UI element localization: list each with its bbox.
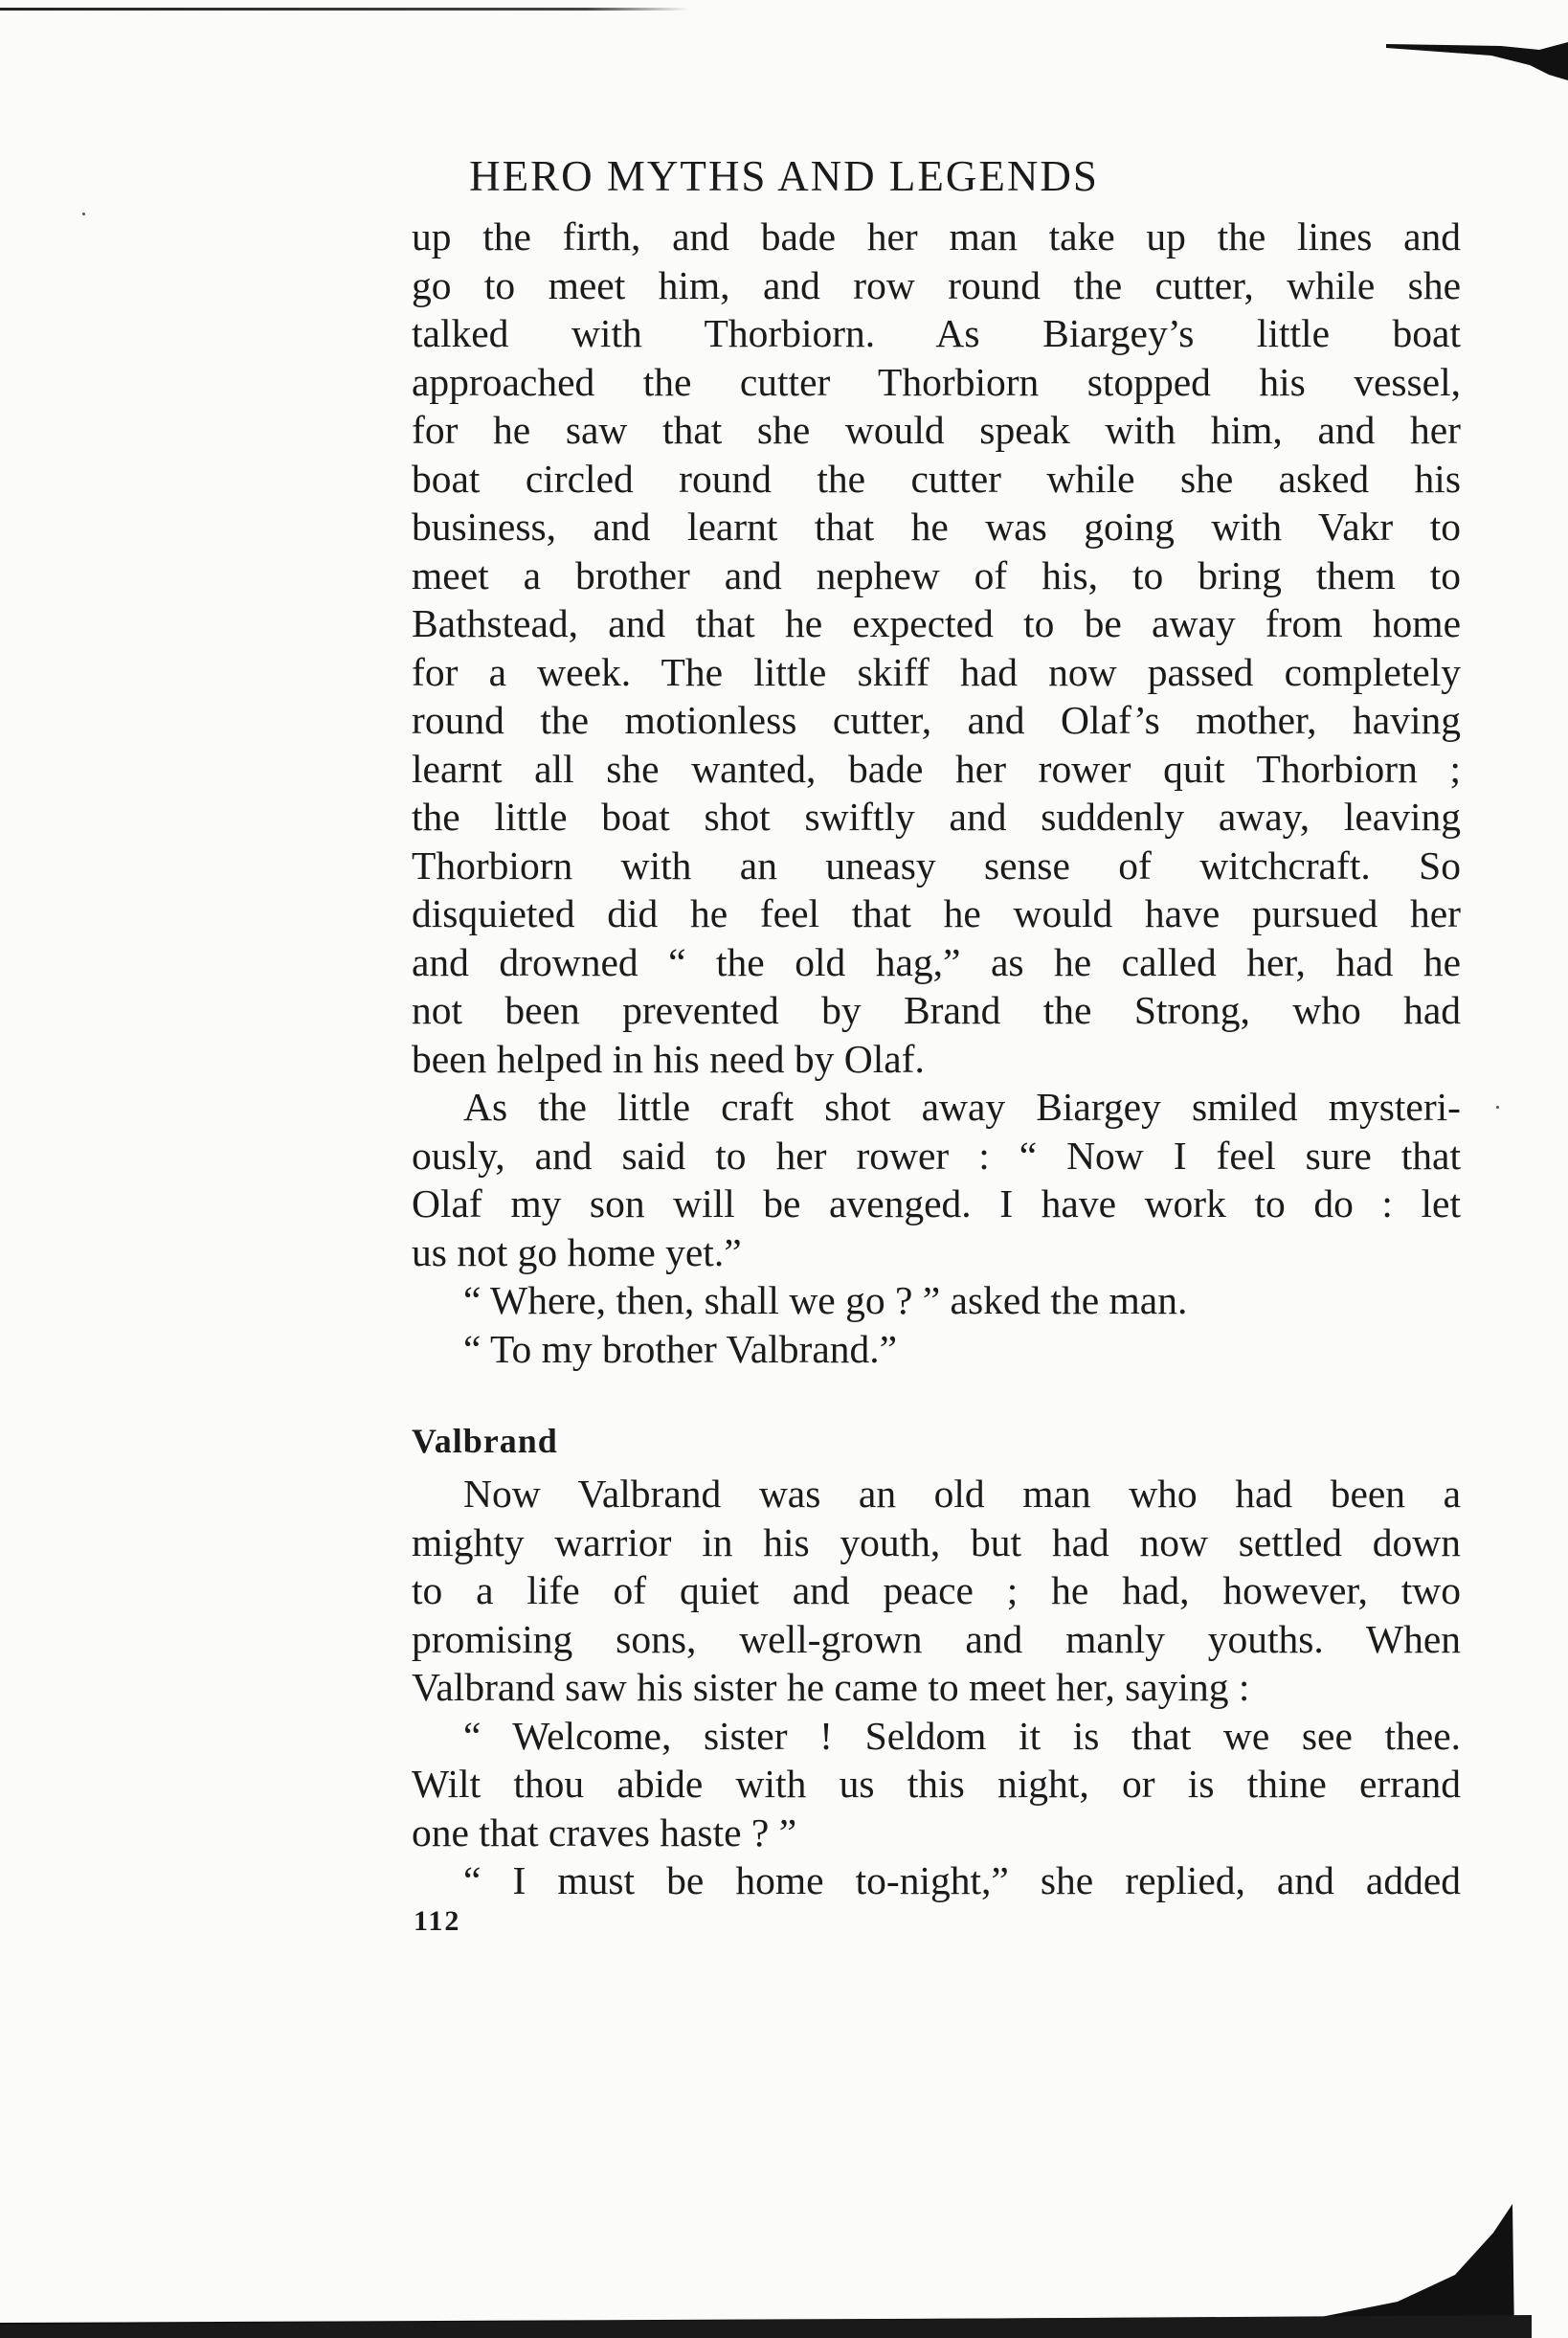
section-heading: Valbrand [412,1422,558,1460]
text-line: business, and learnt that he was going with Vakr to [412,505,1461,549]
text-line: us not go home yet.” [412,1229,742,1274]
text-line: been helped in his need by Olaf. [412,1036,925,1081]
text-line: and drowned “ the old hag,” as he called her, had he [412,939,1461,984]
text-line: the little boat shot swiftly and suddenly away, leaving [412,795,1461,839]
text-line: Olaf my son will be avenged. I have work to do : let [412,1181,1461,1225]
running-header: HERO MYTHS AND LEGENDS [469,152,1099,200]
text-line: promising sons, well-grown and manly youths. When [412,1616,1461,1661]
text-line: Valbrand saw his sister he came to meet her, saying : [412,1665,1250,1709]
text-line: round the motionless cutter, and Olaf’s mother, having [412,698,1461,742]
section-spacer [412,1373,1461,1417]
text-line: “ To my brother Valbrand.” [463,1326,898,1371]
text-line: “ Welcome, sister ! Seldom it is that we see thee. [463,1713,1461,1758]
text-line: ously, and said to her rower : “ Now I feel sure that [412,1133,1461,1178]
text-line: disquieted did he feel that he would have pursued her [412,891,1461,935]
text-line: approached the cutter Thorbiorn stopped his vessel, [412,359,1461,404]
text-line: meet a brother and nephew of his, to bring them to [412,552,1461,597]
scan-speck [1496,1106,1499,1109]
text-line: mighty warrior in his youth, but had now settled down [412,1519,1461,1564]
page-number: 112 [414,1905,461,1937]
text-line: Now Valbrand was an old man who had been a [463,1472,1461,1516]
text-line: Bathstead, and that he expected to be away from home [412,601,1461,645]
text-line: Wilt thou abide with us this night, or is thine errand [412,1762,1461,1806]
text-line: for he saw that she would speak with him, and her [412,408,1461,452]
text-line: “ I must be home to-night,” she replied, and added [463,1858,1461,1902]
text-line: one that craves haste ? ” [412,1810,797,1855]
scan-edge-mark-top-right [1386,36,1568,84]
scan-speck [82,213,85,215]
text-line: boat circled round the cutter while she asked his [412,456,1461,501]
body-text [412,213,1461,1905]
text-line: As the little craft shot away Biargey smiled mysteri- [463,1085,1461,1129]
text-line: talked with Thorbiorn. As Biargey’s little boat [412,311,1461,355]
text-line: for a week. The little skiff had now passed completely [412,649,1461,694]
text-line: go to meet him, and row round the cutter, while she [412,262,1461,307]
scan-edge-mark-bottom [0,2194,1568,2338]
text-line: learnt all she wanted, bade her rower quit Thorbiorn ; [412,746,1461,791]
text-line: to a life of quiet and peace ; he had, however, two [412,1568,1461,1612]
text-line: up the firth, and bade her man take up the lines and [412,214,1461,259]
text-line: “ Where, then, shall we go ? ” asked the man. [463,1278,1188,1322]
scan-edge-line-top [0,8,689,11]
text-line: Thorbiorn with an uneasy sense of witchcraft. So [412,843,1461,888]
text-line: not been prevented by Brand the Strong, who had [412,988,1461,1032]
